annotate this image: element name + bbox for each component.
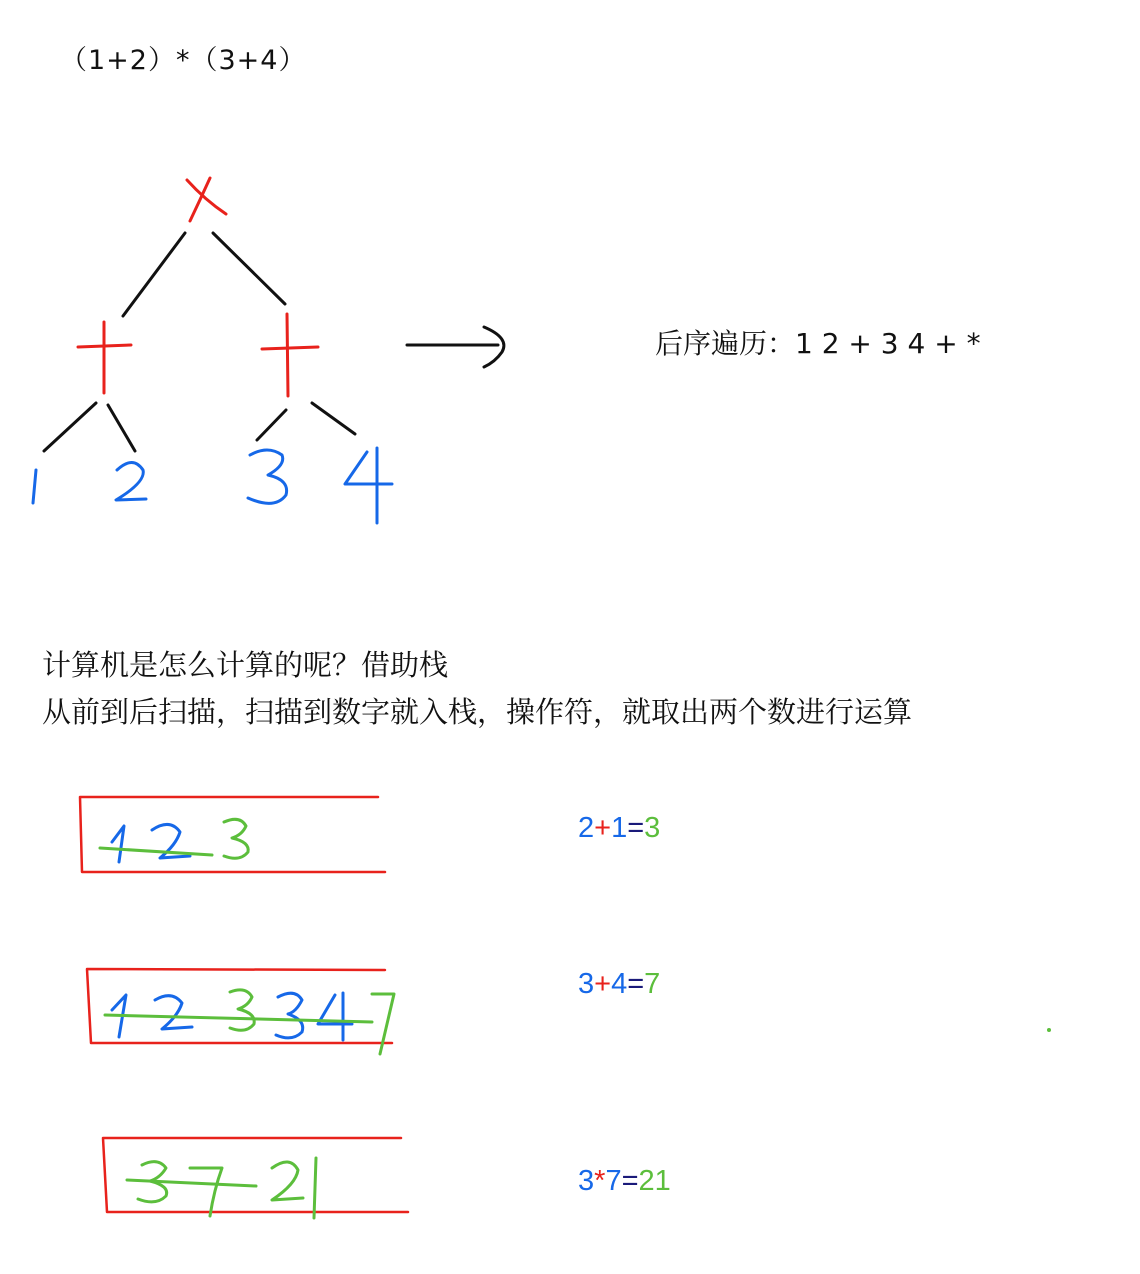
leaf-4 <box>345 448 392 523</box>
equation-2-result: 7 <box>644 968 661 1000</box>
left-plus-node <box>78 322 131 393</box>
equation-2-eq: = <box>627 968 645 1000</box>
equation-1-result: 3 <box>644 812 661 844</box>
tree-edges <box>44 233 504 451</box>
stack-2-item-2 <box>155 996 192 1029</box>
equation-3-b: 7 <box>605 1165 622 1197</box>
edge-root-left <box>123 233 185 316</box>
stack-3-item-2 <box>190 1168 222 1216</box>
stack-2-strike <box>105 1015 372 1022</box>
stack-3 <box>103 1138 408 1218</box>
stack-1 <box>80 797 385 872</box>
stack-2-item-4 <box>276 993 303 1038</box>
tree-leaves <box>33 448 392 523</box>
stack-1-item-3 <box>224 819 248 858</box>
equation-3-result: 21 <box>638 1165 671 1197</box>
postorder-text: 后序遍历：1 2 + 3 4 + * <box>655 327 981 360</box>
description-line-2: 从前到后扫描，扫描到数字就入栈，操作符，就取出两个数进行运算 <box>42 695 913 729</box>
equation-2-a: 3 <box>578 968 595 1000</box>
expression-text: （1+2）*（3+4） <box>60 45 307 76</box>
edge-right-3 <box>257 410 286 440</box>
equation-1-b: 1 <box>611 812 628 844</box>
right-plus-node <box>262 314 318 396</box>
leaf-2 <box>116 463 146 501</box>
edge-root-right <box>213 233 285 304</box>
equation-2-op: + <box>594 968 612 1000</box>
tree-operators <box>78 178 318 396</box>
stack-2-item-3 <box>230 990 254 1030</box>
stack-2-item-6 <box>372 994 394 1054</box>
leaf-3 <box>248 450 287 503</box>
stack-2-item-5 <box>318 993 352 1040</box>
stack-1-border <box>80 797 385 872</box>
equation-1-a: 2 <box>578 812 595 844</box>
equation-2-b: 4 <box>611 968 628 1000</box>
root-multiply-node <box>187 178 226 221</box>
stack-1-item-1 <box>112 826 124 862</box>
leaf-1 <box>33 470 36 503</box>
stack-2-border <box>87 969 392 1043</box>
stray-dot <box>1047 1028 1051 1032</box>
arrow-head <box>484 327 504 367</box>
edge-right-4 <box>312 403 355 434</box>
equation-1-op: + <box>594 812 612 844</box>
stack-3-item-3 <box>272 1158 316 1218</box>
edge-left-2 <box>108 405 135 451</box>
stack-2 <box>87 969 394 1054</box>
equation-3-a: 3 <box>578 1165 595 1197</box>
stack-3-strike <box>127 1180 256 1186</box>
equation-3-eq: = <box>621 1165 639 1197</box>
equation-1-eq: = <box>627 812 645 844</box>
equation-3-op: * <box>594 1165 606 1197</box>
edge-left-1 <box>44 403 96 451</box>
stack-1-strike <box>100 848 212 855</box>
description-line-1: 计算机是怎么计算的呢？借助栈 <box>42 648 449 682</box>
